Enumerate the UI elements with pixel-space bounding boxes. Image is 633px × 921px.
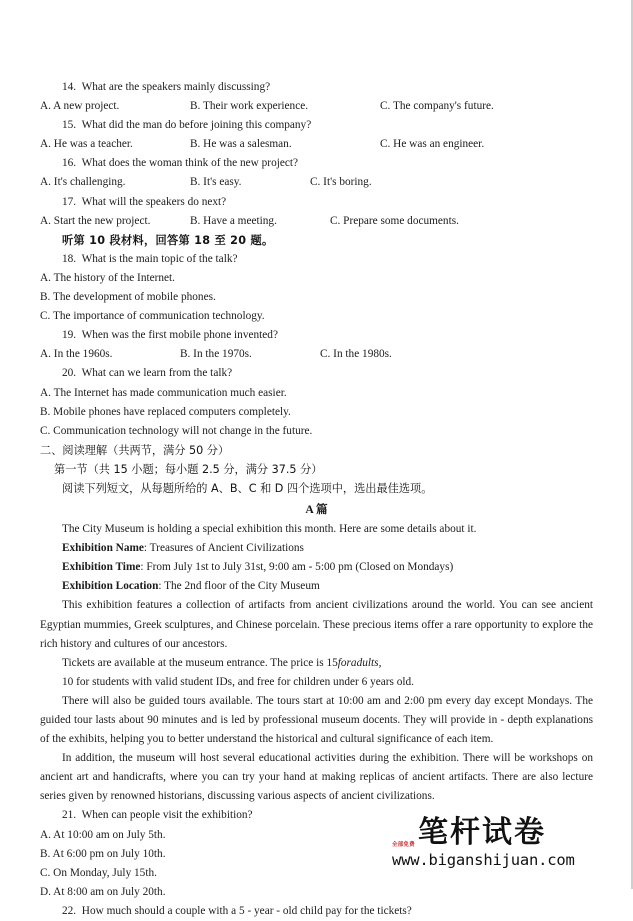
question-20-option-c[interactable]: C. Communication technology will not change in the future. — [40, 424, 313, 437]
option-c[interactable]: C. He was an engineer. — [380, 138, 485, 151]
option-b[interactable]: B. In the 1970s. — [180, 348, 252, 361]
question-21-prompt — [40, 806, 593, 825]
question-21-option-c[interactable]: C. On Monday, July 15th. — [40, 866, 157, 879]
section-two-instruction: 阅读下列短文，从每题所给的 A、B、C 和 D 四个选项中，选出最佳选项。 — [62, 481, 433, 495]
question-14-text: What are the speakers mainly discussing? — [81, 81, 271, 93]
question-19-prompt — [40, 326, 593, 345]
tickets-text-post: , — [378, 656, 382, 669]
option-c[interactable]: C. Prepare some documents. — [330, 214, 459, 227]
question-20-prompt — [40, 364, 593, 383]
page-content — [40, 78, 593, 921]
question-21-option-a[interactable]: A. At 10:00 am on July 5th. — [40, 828, 166, 841]
exhibition-time-row — [40, 558, 593, 577]
passage-a-tickets-line-1 — [40, 654, 593, 673]
question-15-prompt — [40, 116, 593, 135]
question-18-prompt — [40, 250, 593, 269]
option-c[interactable]: C. In the 1980s. — [320, 348, 392, 361]
option-b[interactable]: B. Have a meeting. — [190, 214, 277, 227]
question-17-text: What will the speakers do next? — [81, 195, 227, 208]
passage-a-label: 篇 — [316, 502, 328, 517]
section-two-subheading: 第一节（共 15 小题；每小题 2.5 分，满分 37.5 分） — [54, 462, 323, 476]
question-19-options — [40, 345, 593, 364]
question-20-option-b[interactable]: B. Mobile phones have replaced computers completely. — [40, 405, 291, 418]
watermark-brand: 笔杆试卷 — [418, 815, 546, 850]
question-22-text: How much should a couple with a 5 - year - old child pay for the tickets? — [81, 904, 412, 917]
question-21-option-d[interactable]: D. At 8:00 am on July 20th. — [40, 885, 166, 898]
option-b[interactable]: B. He was a salesman. — [190, 138, 292, 151]
question-14-prompt — [40, 78, 593, 97]
listening-material-header: 听第 10 段材料，回答第 18 至 20 题。 — [62, 233, 274, 247]
question-20-option-a[interactable]: A. The Internet has made communication much easier. — [40, 386, 287, 399]
option-a[interactable]: A. It's challenging. — [40, 176, 126, 189]
option-a[interactable]: A. He was a teacher. — [40, 138, 133, 151]
exhibition-time-label: Exhibition Time — [62, 561, 141, 574]
watermark-free-badge: 全部免费 — [392, 842, 415, 848]
exhibition-location-row — [40, 577, 593, 596]
question-16-prompt — [40, 154, 593, 173]
question-19-number: 19. — [62, 329, 77, 342]
question-20-text: What can we learn from the talk? — [81, 367, 233, 380]
passage-a-letter: A — [305, 503, 314, 517]
tickets-text-italic: foradults — [337, 656, 379, 669]
question-18-number: 18. — [62, 252, 77, 265]
question-18-option-a[interactable]: A. The history of the Internet. — [40, 271, 176, 284]
exhibition-name-value: : Treasures of Ancient Civilizations — [143, 542, 304, 555]
question-18-text: What is the main topic of the talk? — [81, 252, 238, 265]
option-c[interactable]: C. It's boring. — [310, 176, 372, 189]
question-18-option-c[interactable]: C. The importance of communication technology. — [40, 310, 265, 323]
option-a[interactable]: A. Start the new project. — [40, 214, 151, 227]
question-19-text: When was the first mobile phone invented? — [81, 329, 278, 342]
question-17-options — [40, 212, 593, 231]
question-22-number: 22. — [62, 904, 77, 917]
question-14-options — [40, 97, 593, 116]
passage-a-paragraph-tours: There will also be guided tours available. The tours start at 10:00 am and 2:00 pm every day except Mondays. The guided tour lasts about 90 minutes and is led by professional museum docents. They will provide in - depth explanations of the exhibits, helping you to better understand the historical and cultural significance of each item. — [40, 694, 593, 746]
option-b[interactable]: B. Their work experience. — [190, 100, 309, 113]
passage-a-paragraph-activities: In addition, the museum will host several educational activities during the exhibition. There will be workshops on ancient art and handicrafts, where you can try your hand at making replicas of ancient artifacts. There are also lecture series given by renowned historians, discussing various aspects of ancient civilizations. — [40, 752, 593, 803]
passage-a-intro: The City Museum is holding a special exhibition this month. Here are some details about it. — [62, 523, 477, 536]
question-15-text: What did the man do before joining this company? — [81, 119, 312, 132]
question-14-number: 14. — [62, 81, 77, 93]
question-15-options — [40, 135, 593, 154]
exhibition-location-value: : The 2nd floor of the City Museum — [158, 580, 320, 593]
question-15-number: 15. — [62, 119, 77, 132]
question-17-prompt — [40, 193, 593, 212]
watermark-url: www.biganshijuan.com — [392, 851, 575, 869]
question-16-options — [40, 173, 593, 192]
question-20-number: 20. — [62, 367, 77, 380]
question-18-option-b[interactable]: B. The development of mobile phones. — [40, 291, 216, 304]
question-21-text: When can people visit the exhibition? — [81, 809, 253, 822]
option-b[interactable]: B. It's easy. — [190, 176, 242, 189]
question-16-number: 16. — [62, 157, 77, 170]
passage-a-title — [40, 499, 593, 520]
exhibition-time-value: : From July 1st to July 31st, 9:00 am - 5:00 pm (Closed on Mondays) — [140, 561, 454, 574]
option-a[interactable]: A. A new project. — [40, 100, 120, 113]
tickets-text-pre: Tickets are available at the museum entrance. The price is 15 — [62, 656, 338, 669]
question-16-text: What does the woman think of the new project? — [81, 157, 299, 170]
question-21-number: 21. — [62, 809, 77, 822]
section-two-heading: 二、阅读理解（共两节，满分 50 分） — [40, 443, 230, 457]
option-c[interactable]: C. The company's future. — [380, 100, 494, 113]
question-17-number: 17. — [62, 195, 77, 208]
question-21-option-b[interactable]: B. At 6:00 pm on July 10th. — [40, 847, 166, 860]
exhibition-name-label: Exhibition Name — [62, 542, 144, 555]
passage-a-tickets-line-2: 10 for students with valid student IDs, and free for children under 6 years old. — [62, 675, 414, 688]
question-22-prompt — [40, 902, 593, 921]
exhibition-location-label: Exhibition Location — [62, 580, 159, 593]
option-a[interactable]: A. In the 1960s. — [40, 348, 113, 361]
passage-a-paragraph-1: This exhibition features a collection of artifacts from ancient civilizations around the world. You can see ancient Egyptian mummies, Greek sculptures, and Chinese porcelain. These precious items offer a rare opportunity to explore the rich history and cultures of our ancestors. — [40, 599, 593, 650]
exhibition-name-row — [40, 539, 593, 558]
